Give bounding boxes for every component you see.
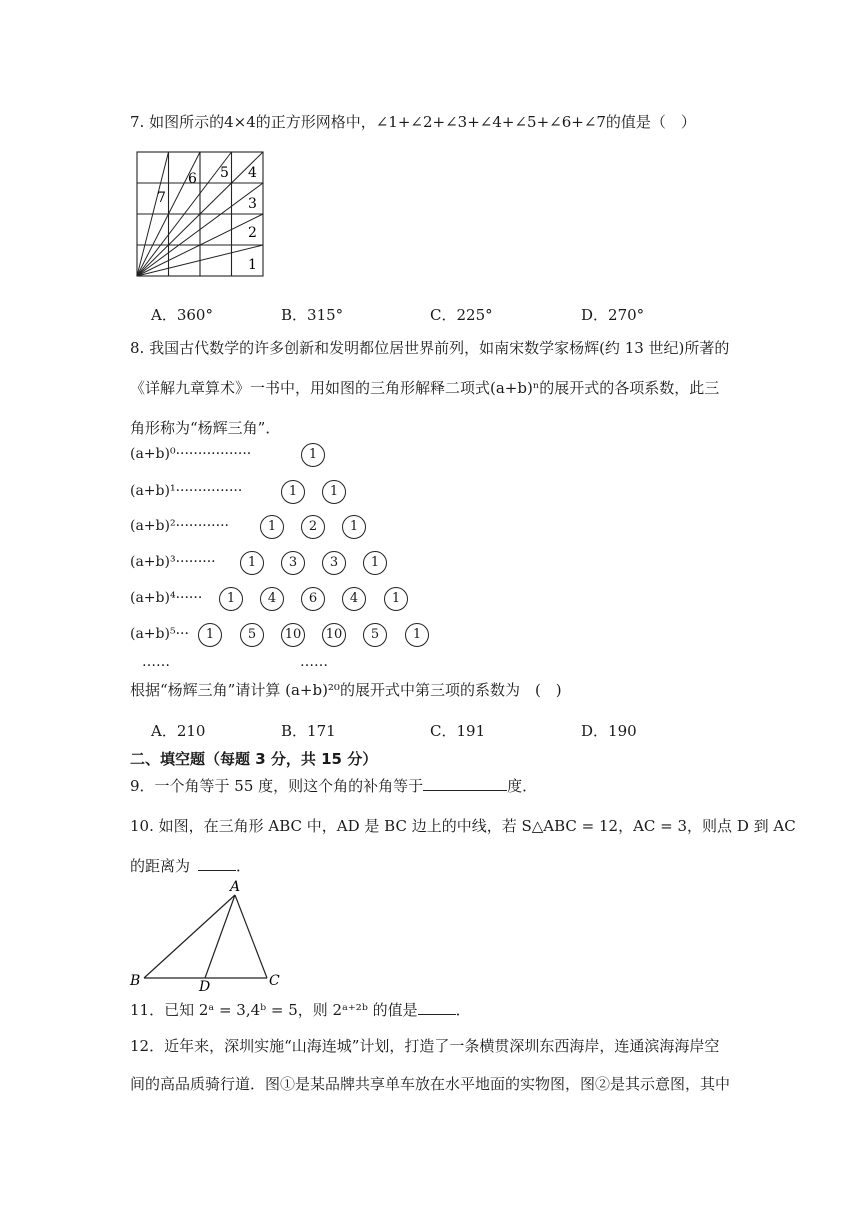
q8-line2: 《详解九章算术》一书中，用如图的三角形解释二项式(a+b)ⁿ的展开式的各项系数，此三 [130, 379, 720, 397]
coef-circle: 4 [260, 587, 284, 611]
row-label-0: (a+b)⁰················· [130, 446, 252, 462]
q7-option-c: C．225° [430, 306, 493, 324]
q8-line1: 8. 我国古代数学的许多创新和发明都位居世界前列，如南宋数学家杨辉(约 13 世纪)所著的 [130, 339, 730, 357]
coef-circle: 1 [301, 443, 325, 467]
q8-option-a: A．210 [151, 722, 206, 740]
coef-circle: 5 [240, 623, 264, 647]
q12-line2: 间的高品质骑行道．图①是某品牌共享单车放在水平地面的实物图，图②是其示意图，其中 [130, 1075, 731, 1093]
ellipsis-left: …… [142, 654, 170, 670]
coef-circle: 1 [322, 480, 346, 504]
coef-circle: 4 [342, 587, 366, 611]
q11-answer-blank[interactable] [418, 1000, 456, 1015]
angle-label-4: 4 [248, 165, 257, 181]
side-ab [144, 895, 235, 978]
row-label-4: (a+b)⁴······ [130, 590, 203, 606]
q12-line1: 12．近年来，深圳实施“山海连城”计划，打造了一条横贯深圳东西海岸，连通滨海海岸空 [130, 1037, 720, 1055]
coef-circle: 1 [342, 515, 366, 539]
q10-answer-blank[interactable] [198, 856, 236, 871]
coef-circle: 3 [322, 551, 346, 575]
coef-circle: 3 [281, 551, 305, 575]
vertex-b-label: B [130, 973, 141, 989]
angle-label-6: 6 [188, 171, 197, 187]
coef-circle: 6 [301, 587, 325, 611]
angle-label-7: 7 [157, 190, 166, 206]
coef-circle: 10 [281, 623, 305, 647]
q8-option-c: C．191 [430, 722, 486, 740]
row-label-5: (a+b)⁵··· [130, 626, 189, 642]
coef-circle: 1 [363, 551, 387, 575]
row-label-1: (a+b)¹··············· [130, 483, 243, 499]
q7-stem: 7. 如图所示的4×4的正方形网格中，∠1+∠2+∠3+∠4+∠5+∠6+∠7的值是（ ） [130, 113, 696, 131]
angle-label-1: 1 [248, 257, 257, 273]
q7-grid-figure [134, 148, 270, 280]
row-label-2: (a+b)²············ [130, 518, 229, 534]
side-ac [235, 895, 267, 978]
angle-label-3: 3 [248, 196, 257, 212]
coef-circle: 10 [322, 623, 346, 647]
q9-text-after: 度． [507, 777, 538, 795]
angle-label-2: 2 [248, 225, 257, 241]
median-ad [205, 895, 235, 978]
coef-circle: 1 [260, 515, 284, 539]
point-d-label: D [199, 979, 211, 993]
q10-line2 [130, 856, 251, 876]
q9-text: 9．一个角等于 55 度，则这个角的补角等于 [130, 777, 424, 795]
vertex-c-label: C [269, 973, 280, 989]
q11 [130, 1000, 471, 1020]
q10-text-after: ． [236, 857, 252, 875]
coef-circle: 1 [384, 587, 408, 611]
q8-question: 根据“杨辉三角”请计算 (a+b)²⁰的展开式中第三项的系数为 ( ) [130, 681, 562, 699]
coef-circle: 5 [363, 623, 387, 647]
vertex-a-label: A [230, 879, 241, 895]
coef-circle: 1 [405, 623, 429, 647]
q10-text: 的距离为 [130, 857, 191, 875]
coef-circle: 1 [219, 587, 243, 611]
section-2-title: 二、填空题（每题 3 分，共 15 分） [130, 750, 378, 768]
q11-text-after: ． [455, 1001, 471, 1019]
q7-option-d: D．270° [581, 306, 645, 324]
q8-line3: 角形称为“杨辉三角”． [130, 419, 281, 437]
ellipsis-right: …… [300, 654, 328, 670]
row-label-3: (a+b)³········· [130, 554, 216, 570]
q9-answer-blank[interactable] [423, 776, 507, 791]
q8-option-d: D．190 [581, 722, 637, 740]
q7-option-a: A．360° [151, 306, 213, 324]
q10-triangle-figure [126, 877, 288, 993]
coef-circle: 1 [240, 551, 264, 575]
q10-line1: 10. 如图，在三角形 ABC 中，AD 是 BC 边上的中线，若 S△ABC = 12，AC = 3，则点 D 到 AC [130, 817, 796, 835]
q7-option-b: B．315° [281, 306, 344, 324]
q8-option-b: B．171 [281, 722, 336, 740]
coef-circle: 1 [198, 623, 222, 647]
angle-label-5: 5 [220, 165, 229, 181]
q9 [130, 776, 537, 796]
coef-circle: 1 [281, 480, 305, 504]
q11-text: 11．已知 2ᵃ = 3,4ᵇ = 5，则 2ᵃ⁺²ᵇ 的值是 [130, 1001, 418, 1019]
coef-circle: 2 [301, 515, 325, 539]
